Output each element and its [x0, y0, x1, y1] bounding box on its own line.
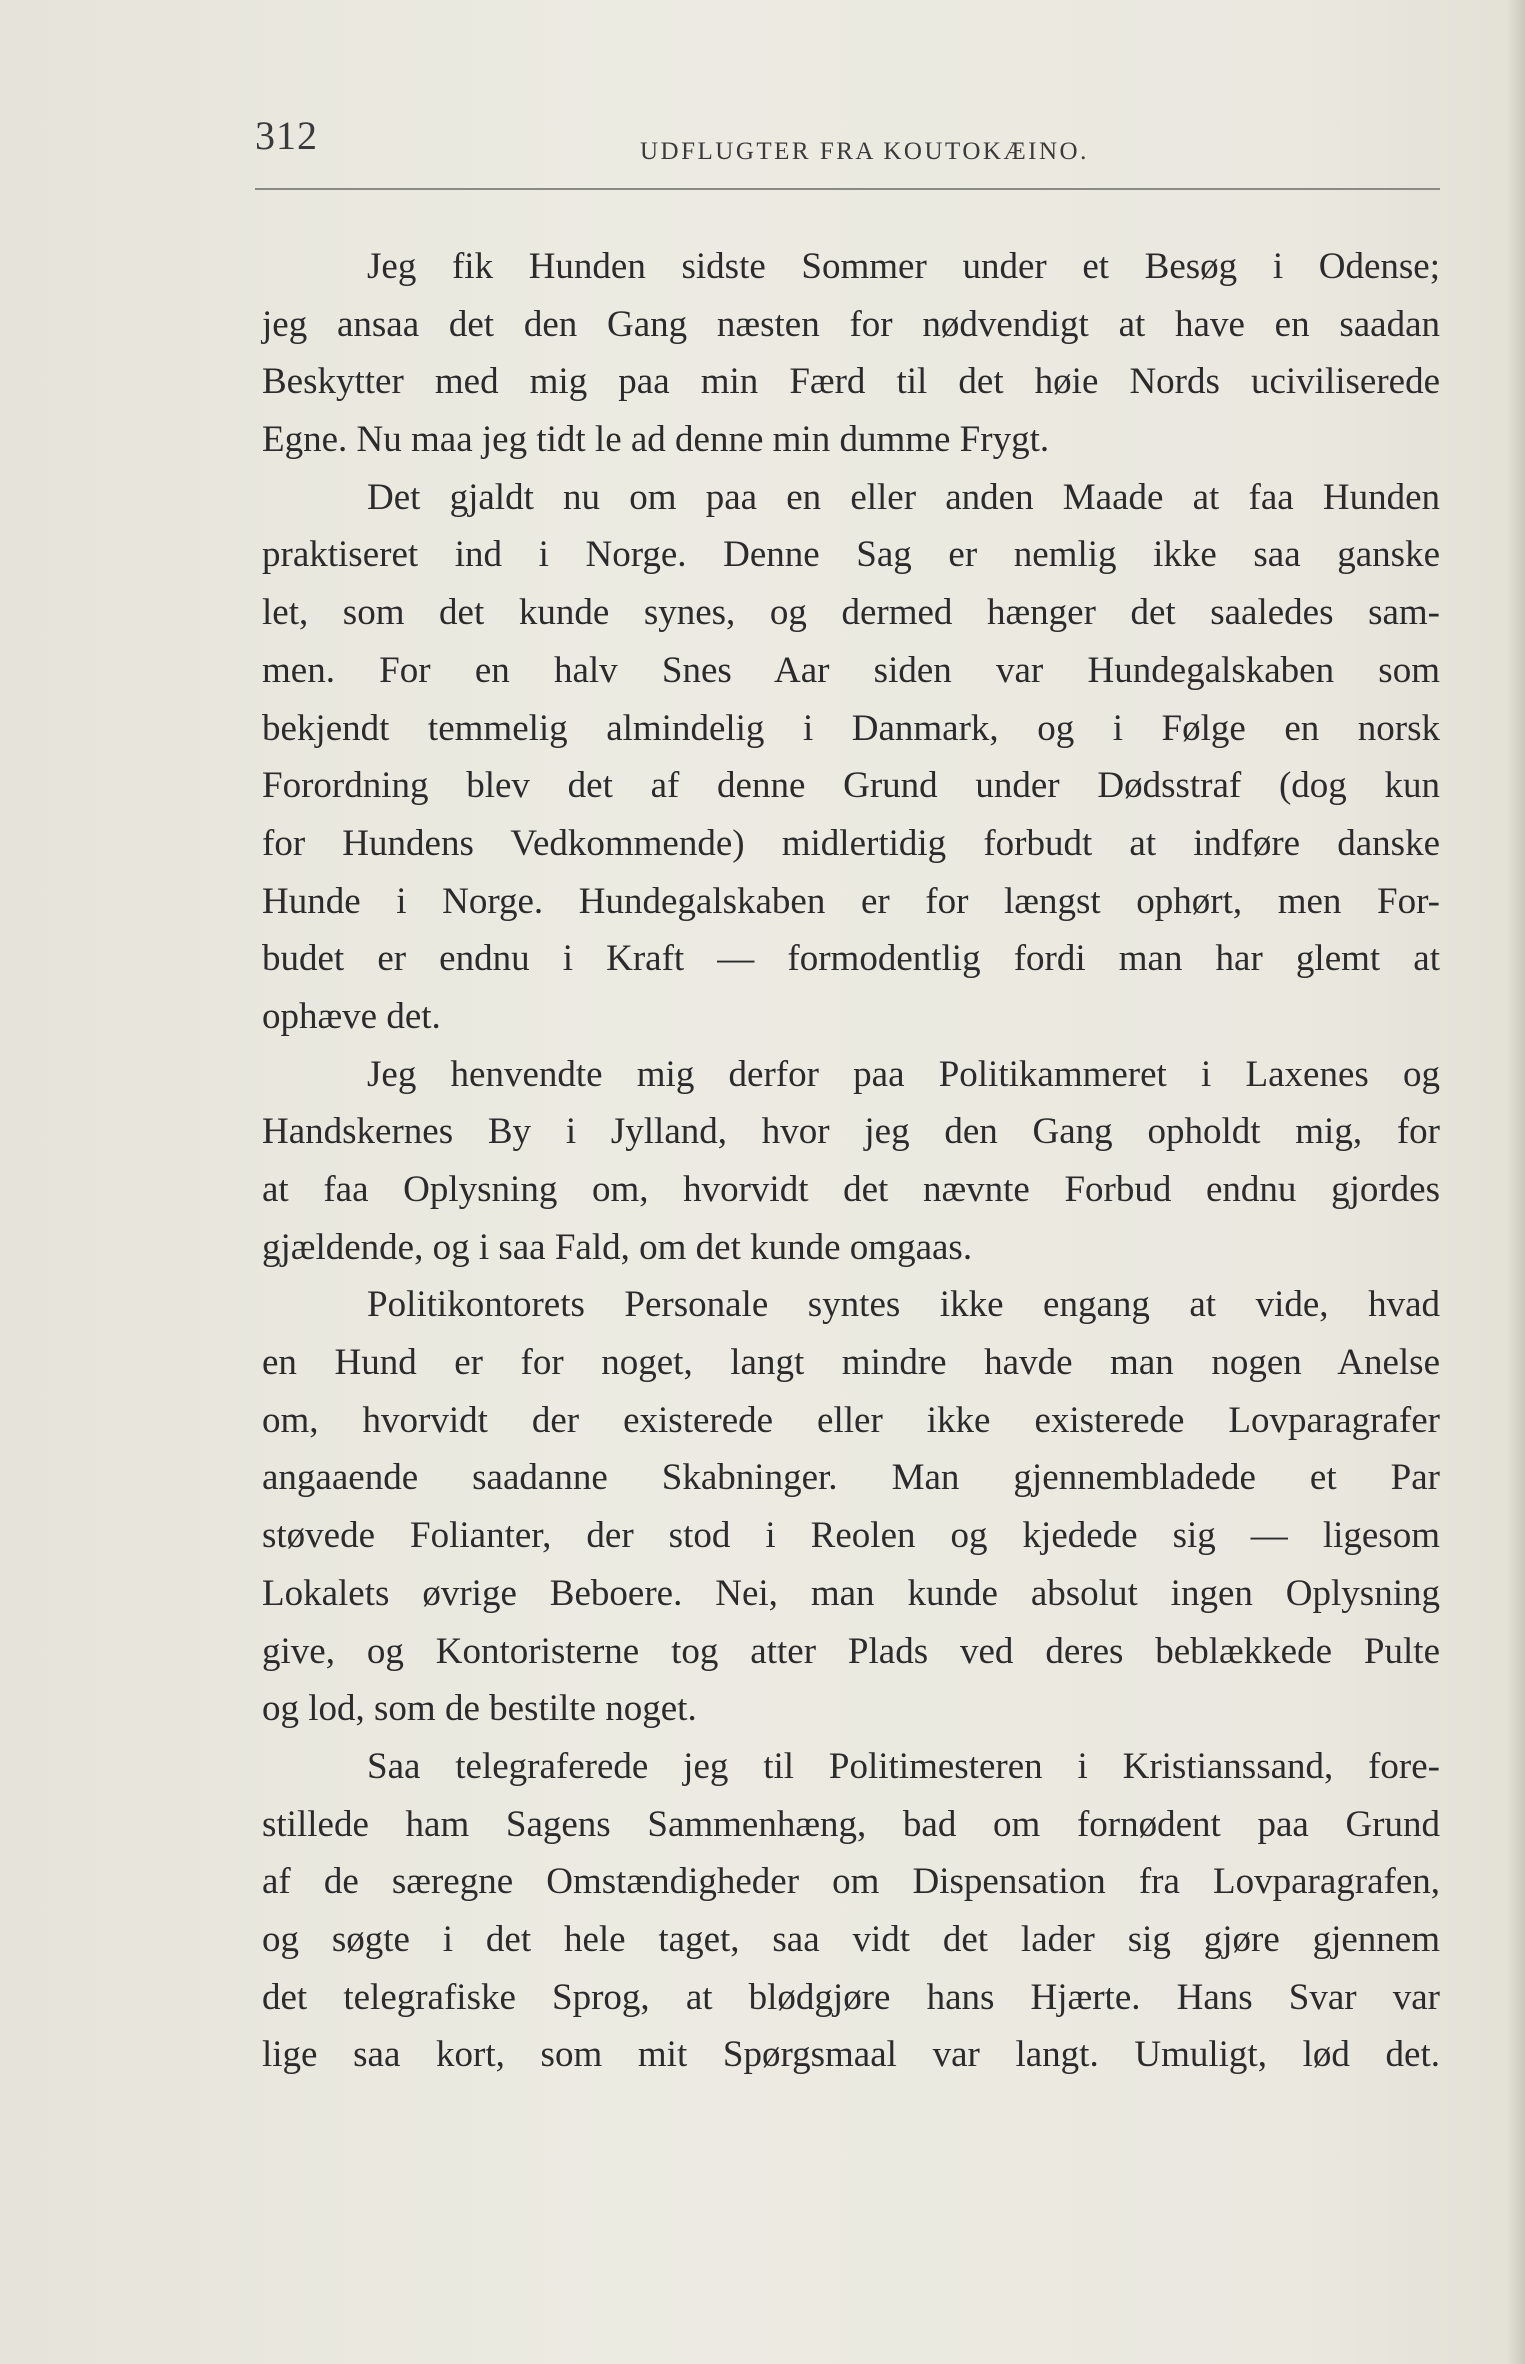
text-line: en Hund er for noget, langt mindre havde man nogen Anelse [262, 1342, 1440, 1384]
page-number: 312 [255, 113, 318, 158]
text-line: Beskytter med mig paa min Færd til det høie Nords uciviliserede [262, 361, 1440, 403]
paragraph-4 [262, 1276, 1440, 1738]
text-line: bekjendt temmelig almindelig i Danmark, og i Følge en norsk [262, 707, 1440, 749]
text-line: give, og Kontoristerne tog atter Plads ved deres beblækkede Pulte [262, 1630, 1440, 1672]
text-line: Egne. Nu maa jeg tidt le ad denne min dumme Frygt. [262, 419, 1050, 461]
text-line: Politikontorets Personale syntes ikke engang at vide, hvad [367, 1284, 1440, 1326]
text-line: ophæve det. [262, 995, 441, 1037]
text-line: og søgte i det hele taget, saa vidt det lader sig gjøre gjennem [262, 1918, 1440, 1960]
text-line: men. For en halv Snes Aar siden var Hundegalskaben som [262, 649, 1440, 691]
paragraph-2 [262, 469, 1440, 1046]
header-rule [255, 188, 1440, 190]
paragraph-1 [262, 238, 1440, 469]
text-line: om, hvorvidt der existerede eller ikke existerede Lovparagrafer [262, 1399, 1440, 1441]
text-line: at faa Oplysning om, hvorvidt det nævnte Forbud endnu gjordes [262, 1169, 1440, 1210]
text-line: Jeg henvendte mig derfor paa Politikammeret i Laxenes og [367, 1053, 1440, 1095]
text-line: stillede ham Sagens Sammenhæng, bad om fornødent paa Grund [262, 1803, 1440, 1845]
text-line: Jeg fik Hunden sidste Sommer under et Besøg i Odense; [367, 246, 1440, 287]
text-line: Hunde i Norge. Hundegalskaben er for længst ophørt, men For- [262, 880, 1440, 922]
text-line: det telegrafiske Sprog, at blødgjøre hans Hjærte. Hans Svar var [262, 1976, 1440, 2018]
page-edge-shadow [1507, 0, 1525, 2364]
running-head: UDFLUGTER FRA KOUTOKÆINO. [640, 138, 1089, 165]
text-line: let, som det kunde synes, og dermed hænger det saaledes sam- [262, 592, 1440, 634]
text-line: praktiseret ind i Norge. Denne Sag er nemlig ikke saa ganske [262, 534, 1440, 576]
text-line: lige saa kort, som mit Spørgsmaal var langt. Umuligt, lød det. [262, 2034, 1440, 2076]
text-line: Saa telegraferede jeg til Politimesteren i Kristianssand, fore- [367, 1745, 1440, 1787]
text-line: og lod, som de bestilte noget. [262, 1688, 697, 1730]
text-line: jeg ansaa det den Gang næsten for nødvendigt at have en saadan [262, 303, 1440, 345]
body-text [262, 238, 1440, 2084]
text-line: Handskernes By i Jylland, hvor jeg den Gang opholdt mig, for [262, 1111, 1440, 1153]
text-line: Lokalets øvrige Beboere. Nei, man kunde absolut ingen Oplysning [262, 1572, 1440, 1614]
text-line: gjældende, og i saa Fald, om det kunde omgaas. [262, 1226, 973, 1268]
page-header [255, 112, 1440, 172]
text-line: Forordning blev det af denne Grund under Dødsstraf (dog kun [262, 765, 1440, 807]
text-line: støvede Folianter, der stod i Reolen og kjedede sig — ligesom [262, 1515, 1440, 1557]
paragraph-5 [262, 1738, 1440, 2084]
text-line: budet er endnu i Kraft — formodentlig fordi man har glemt at [262, 938, 1440, 980]
text-line: for Hundens Vedkommende) midlertidig forbudt at indføre danske [262, 822, 1440, 864]
paragraph-3 [262, 1046, 1440, 1277]
text-line: Det gjaldt nu om paa en eller anden Maade at faa Hunden [367, 476, 1440, 518]
text-line: angaaende saadanne Skabninger. Man gjennembladede et Par [262, 1457, 1440, 1499]
text-line: af de særegne Omstændigheder om Dispensation fra Lovparagrafen, [262, 1861, 1440, 1903]
